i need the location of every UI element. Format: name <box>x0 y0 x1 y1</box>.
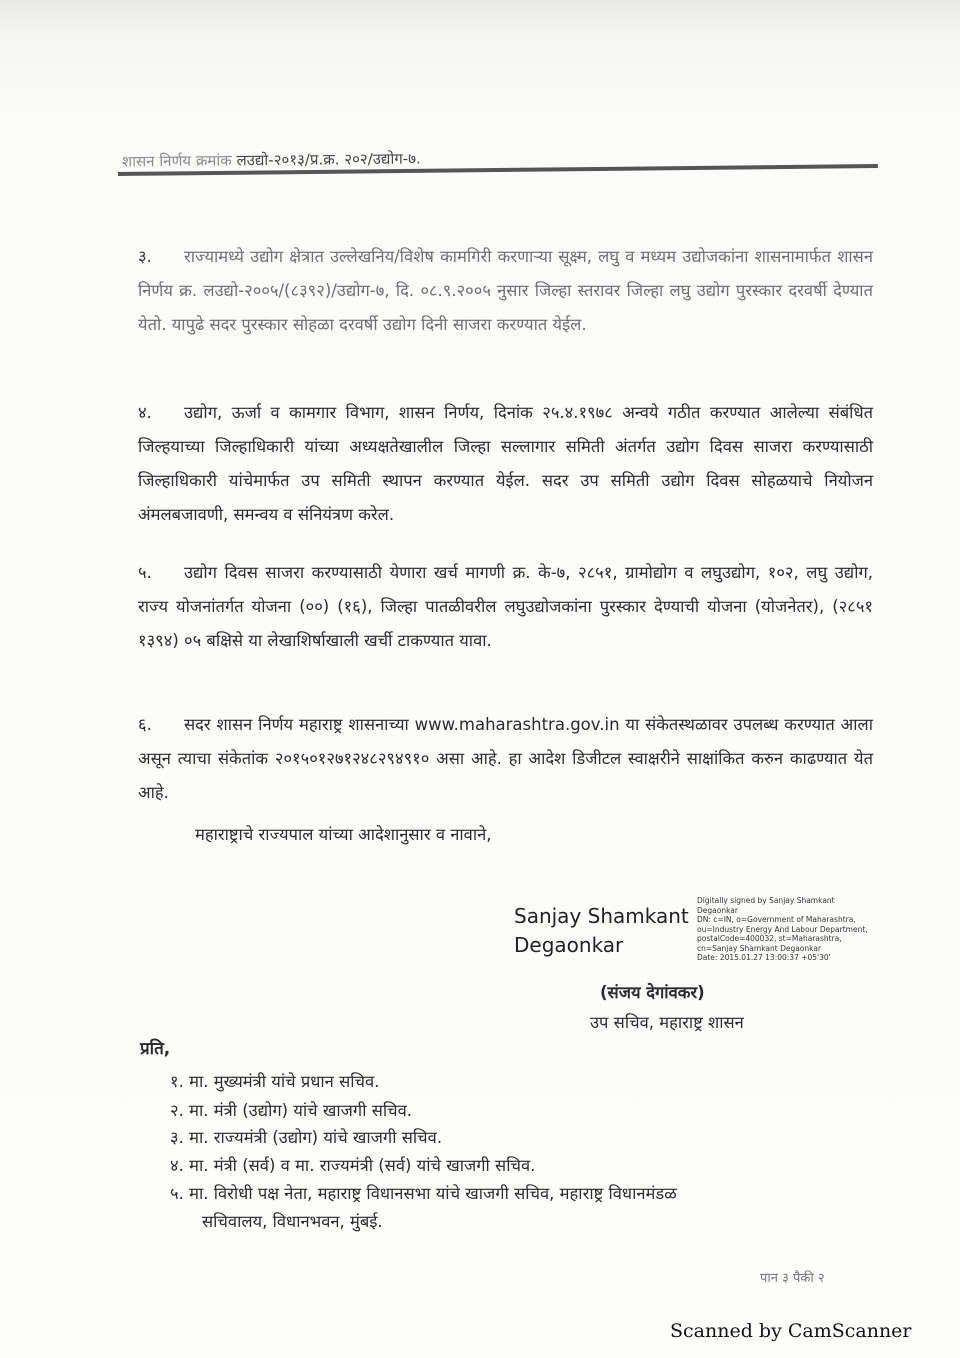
order-number-header <box>122 148 421 171</box>
signature-detail-line: cn=Sanjay Shamkant Degaonkar <box>697 943 822 953</box>
paragraph-number: ३. <box>138 247 152 266</box>
recipient-number: ३. <box>170 1128 184 1147</box>
recipient-item <box>170 1180 870 1236</box>
paragraph-text: सदर शासन निर्णय महाराष्ट्र शासनाच्या www.maharashtra.gov.in या संकेतस्थळावर उपलब्ध करण्यात आला असून त्याचा संकेतांक २०१५०१२७१२४८२९४९१० असा आहे. हा आदेश डिजीटल स्वाक्षरीने साक्षांकित करुन काढण्यात येत आहे. <box>138 715 873 802</box>
recipient-item <box>170 1124 442 1152</box>
paragraph-5 <box>138 556 873 658</box>
signature-detail-line: postalCode=400032, st=Maharashtra, <box>697 934 842 943</box>
recipient-text: मा. विरोधी पक्ष नेता, महाराष्ट्र विधानसभा यांचे खाजगी सचिव, महाराष्ट्र विधानमंडळ <box>189 1184 677 1203</box>
digital-signature-details <box>697 896 897 963</box>
paragraph-3 <box>138 240 873 342</box>
signatory-designation: उप सचिव, महाराष्ट्र शासन <box>590 1013 744 1032</box>
header-prefix: शासन निर्णय क्रमांक <box>121 151 232 171</box>
signature-detail-line: ou=Industry Energy And Labour Department, <box>697 924 868 934</box>
signature-name <box>514 902 689 960</box>
paragraph-number: ४. <box>138 403 152 422</box>
paragraph-number: ६. <box>138 715 152 734</box>
recipient-text: मा. राज्यमंत्री (उद्योग) यांचे खाजगी सचिव. <box>189 1128 443 1147</box>
signature-name-line2: Degaonkar <box>514 933 624 957</box>
recipient-text: मा. मंत्री (उद्योग) यांचे खाजगी सचिव. <box>189 1101 413 1120</box>
recipient-number: ४. <box>170 1156 184 1175</box>
header-number: लउद्यो-२०१३/प्र.क्र. २०२/उद्योग-७. <box>236 149 421 170</box>
signature-detail-line: DN: c=IN, o=Government of Maharashtra, <box>697 915 856 924</box>
recipients-heading: प्रति, <box>140 1039 171 1059</box>
recipient-number: १. <box>170 1072 184 1091</box>
page-number-note: पान ३ पैकी २ <box>760 1271 825 1286</box>
paragraph-6 <box>138 708 873 810</box>
recipient-text: मा. मंत्री (सर्व) व मा. राज्यमंत्री (सर्व) यांचे खाजगी सचिव. <box>189 1156 536 1175</box>
paragraph-text: उद्योग, ऊर्जा व कामगार विभाग, शासन निर्णय, दिनांक २५.४.१९७८ अन्वये गठीत करण्यात आलेल्या संबंधित जिल्हयाच्या जिल्हाधिकारी यांच्या अध्यक्षतेखालील जिल्हा सल्लागार समिती अंतर्गत उद्योग दिवस साजरा करण्यासाठी जिल्हाधिकारी यांचेमार्फत उप समिती स्थापन करण्यात येईल. सदर उप समिती उद्योग दिवस सोहळयाचे नियोजन अंमलबजावणी, समन्वय व संनियंत्रण करेल. <box>138 403 873 524</box>
recipient-text-continued: सचिवालय, विधानभवन, मुंबई. <box>202 1212 383 1231</box>
recipient-item <box>170 1097 412 1125</box>
recipient-item <box>170 1152 535 1180</box>
paragraph-text: राज्यामध्ये उद्योग क्षेत्रात उल्लेखनिय/विशेष कामगिरी करणाऱ्या सूक्ष्म, लघु व मध्यम उद्योजकांना शासनामार्फत शासन निर्णय क्र. लउद्यो-२००५/(८३९२)/उद्योग-७, दि. ०८.९.२००५ नुसार जिल्हा स्तरावर जिल्हा लघु उद्योग पुरस्कार दरवर्षी देण्यात येतो. यापुढे सदर पुरस्कार सोहळा दरवर्षी उद्योग दिनी साजरा करण्यात येईल. <box>138 247 873 334</box>
recipient-text: मा. मुख्यमंत्री यांचे प्रधान सचिव. <box>189 1072 380 1091</box>
signatory-name-marathi: (संजय देगांवकर) <box>600 983 705 1002</box>
recipient-number: २. <box>170 1101 184 1120</box>
signature-detail-line: Date: 2015.01.27 13:00:37 +05'30' <box>697 953 831 962</box>
signature-name-line1: Sanjay Shamkant <box>514 904 689 928</box>
recipient-number: ५. <box>170 1184 184 1203</box>
camscanner-watermark: Scanned by CamScanner <box>670 1320 912 1342</box>
signature-detail-line: Digitally signed by Sanjay Shamkant <box>697 896 835 905</box>
paragraph-4 <box>138 396 873 532</box>
signature-detail-line: Degaonkar <box>697 905 738 915</box>
closing-line: महाराष्ट्राचे राज्यपाल यांच्या आदेशानुसार व नावाने, <box>195 825 492 844</box>
recipient-item <box>170 1068 379 1096</box>
paragraph-number: ५. <box>138 563 152 582</box>
paragraph-text: उद्योग दिवस साजरा करण्यासाठी येणारा खर्च मागणी क्र. के-७, २८५१, ग्रामोद्योग व लघुउद्योग, १०२, लघु उद्योग, राज्य योजनांतर्गत योजना (००) (१६), जिल्हा पातळीवरील लघुउद्योजकांना पुरस्कार देण्याची योजना (योजनेतर), (२८५१ १३९४) ०५ बक्षिसे या लेखाशिर्षाखाली खर्ची टाकण्यात यावा. <box>138 563 873 650</box>
